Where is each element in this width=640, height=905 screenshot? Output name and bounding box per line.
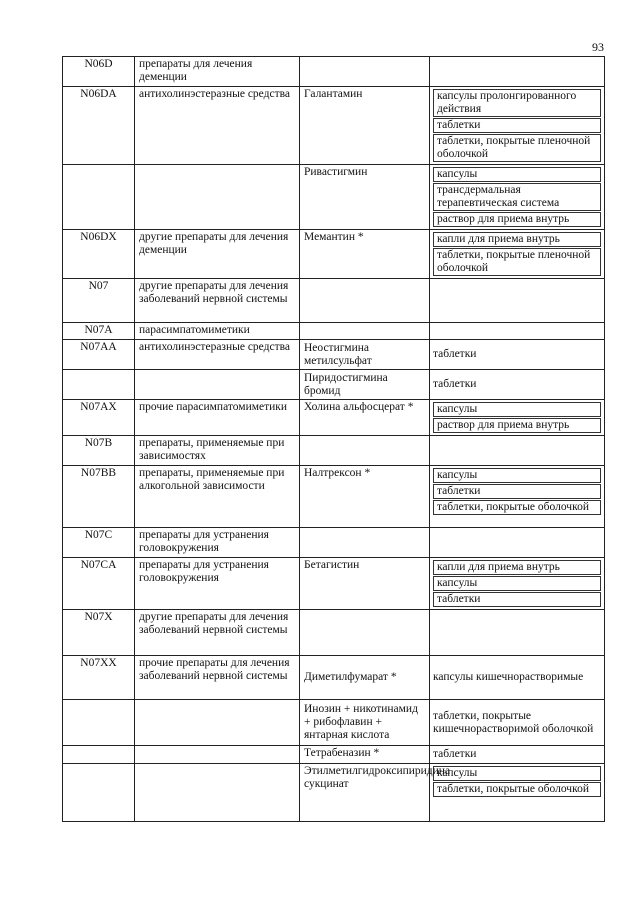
table-row (63, 436, 605, 466)
dosage-form-item: капсулы пролонгированного действия (433, 89, 601, 117)
dosage-forms-cell (430, 279, 605, 323)
dosage-forms-cell: таблетки (430, 370, 605, 400)
drug-name-cell: Тетрабеназин * (300, 746, 430, 764)
table-row (63, 746, 605, 764)
atc-group-name-cell: препараты для лечения деменции (135, 57, 300, 87)
atc-group-name-cell: препараты, применяемые при алкогольной зависимости (135, 466, 300, 528)
drug-name-cell (300, 528, 430, 558)
atc-code-cell: N07B (63, 436, 135, 466)
atc-group-name-cell: прочие парасимпатомиметики (135, 400, 300, 436)
atc-group-name-cell: препараты для устранения головокружения (135, 528, 300, 558)
atc-group-name-cell (135, 764, 300, 822)
table-row (63, 340, 605, 370)
dosage-form-item: капли для приема внутрь (433, 232, 601, 247)
drug-name-cell (300, 57, 430, 87)
atc-group-name-cell: другие препараты для лечения деменции (135, 230, 300, 279)
drug-name-cell (300, 436, 430, 466)
table-row (63, 57, 605, 87)
atc-group-name-cell: антихолинэстеразные средства (135, 340, 300, 370)
dosage-forms-cell (430, 610, 605, 656)
dosage-forms-cell: капсулы кишечнорастворимые (430, 656, 605, 700)
drug-classification-table (62, 56, 605, 822)
table-row (63, 323, 605, 340)
dosage-forms-cell: таблетки (430, 746, 605, 764)
dosage-form-item: таблетки (433, 592, 601, 607)
dosage-form-item: трансдермальная терапевтическая система (433, 183, 601, 211)
dosage-forms-cell: таблетки (430, 340, 605, 370)
atc-code-cell: N06D (63, 57, 135, 87)
dosage-forms-cell (430, 558, 605, 610)
atc-code-cell (63, 700, 135, 746)
drug-name-cell (300, 610, 430, 656)
atc-group-name-cell: антихолинэстеразные средства (135, 87, 300, 165)
dosage-forms-cell: таблетки, покрытые кишечнорастворимой оболочкой (430, 700, 605, 746)
atc-code-cell (63, 370, 135, 400)
dosage-form-item: капсулы (433, 576, 601, 591)
atc-group-name-cell (135, 746, 300, 764)
dosage-form-item: таблетки, покрытые пленочной оболочкой (433, 134, 601, 162)
dosage-form-item: таблетки, покрытые оболочкой (433, 782, 601, 797)
dosage-form-item: капсулы (433, 167, 601, 182)
table-row (63, 370, 605, 400)
drug-name-cell: Налтрексон * (300, 466, 430, 528)
drug-name-cell: Диметилфумарат * (300, 656, 430, 700)
table-row (63, 165, 605, 230)
dosage-form-item: раствор для приема внутрь (433, 418, 601, 433)
drug-name-cell: Неостигмина метилсульфат (300, 340, 430, 370)
dosage-forms-cell (430, 400, 605, 436)
dosage-form-item: таблетки (433, 118, 601, 133)
atc-group-name-cell: другие препараты для лечения заболеваний нервной системы (135, 279, 300, 323)
atc-code-cell: N07CA (63, 558, 135, 610)
table-row (63, 466, 605, 528)
atc-code-cell (63, 764, 135, 822)
table-row (63, 230, 605, 279)
dosage-form-item: капли для приема внутрь (433, 560, 601, 575)
dosage-form-item: капсулы (433, 468, 601, 483)
dosage-forms-cell (430, 436, 605, 466)
table-row (63, 656, 605, 700)
atc-group-name-cell: другие препараты для лечения заболеваний нервной системы (135, 610, 300, 656)
dosage-forms-cell (430, 323, 605, 340)
drug-name-cell: Этилметилгидроксипиридина сукцинат (300, 764, 430, 822)
dosage-form-item: таблетки, покрытые оболочкой (433, 500, 601, 515)
atc-group-name-cell: препараты, применяемые при зависимостях (135, 436, 300, 466)
dosage-form-item: таблетки, покрытые пленочной оболочкой (433, 248, 601, 276)
dosage-forms-cell (430, 230, 605, 279)
atc-code-cell: N07X (63, 610, 135, 656)
dosage-form-item: капсулы (433, 766, 601, 781)
atc-code-cell: N07C (63, 528, 135, 558)
drug-name-cell: Холина альфосцерат * (300, 400, 430, 436)
table-row (63, 528, 605, 558)
atc-code-cell: N07AX (63, 400, 135, 436)
atc-code-cell: N07A (63, 323, 135, 340)
table-row (63, 400, 605, 436)
atc-code-cell: N07 (63, 279, 135, 323)
drug-name-cell: Галантамин (300, 87, 430, 165)
page-number: 93 (592, 40, 604, 54)
drug-name-cell: Мемантин * (300, 230, 430, 279)
table-row (63, 764, 605, 822)
atc-code-cell (63, 165, 135, 230)
table-row (63, 279, 605, 323)
dosage-forms-cell (430, 165, 605, 230)
dosage-forms-cell (430, 528, 605, 558)
dosage-forms-cell (430, 466, 605, 528)
atc-code-cell: N07XX (63, 656, 135, 700)
dosage-forms-cell (430, 764, 605, 822)
drug-name-cell (300, 323, 430, 340)
drug-name-cell: Пиридостигмина бромид (300, 370, 430, 400)
atc-code-cell: N07AA (63, 340, 135, 370)
table-row (63, 558, 605, 610)
atc-code-cell: N06DA (63, 87, 135, 165)
table-row (63, 610, 605, 656)
atc-group-name-cell: препараты для устранения головокружения (135, 558, 300, 610)
dosage-forms-cell (430, 87, 605, 165)
atc-group-name-cell (135, 165, 300, 230)
drug-name-cell: Бетагистин (300, 558, 430, 610)
atc-group-name-cell: прочие препараты для лечения заболеваний нервной системы (135, 656, 300, 700)
dosage-form-item: капсулы (433, 402, 601, 417)
atc-code-cell (63, 746, 135, 764)
atc-code-cell: N06DX (63, 230, 135, 279)
atc-group-name-cell (135, 700, 300, 746)
atc-group-name-cell: парасимпатомиметики (135, 323, 300, 340)
table-row (63, 87, 605, 165)
dosage-form-item: раствор для приема внутрь (433, 212, 601, 227)
dosage-forms-cell (430, 57, 605, 87)
atc-group-name-cell (135, 370, 300, 400)
atc-code-cell: N07BB (63, 466, 135, 528)
drug-name-cell: Ривастигмин (300, 165, 430, 230)
dosage-form-item: таблетки (433, 484, 601, 499)
table-row (63, 700, 605, 746)
drug-name-cell: Инозин + никотинамид + рибофлавин + янтарная кислота (300, 700, 430, 746)
drug-name-cell (300, 279, 430, 323)
